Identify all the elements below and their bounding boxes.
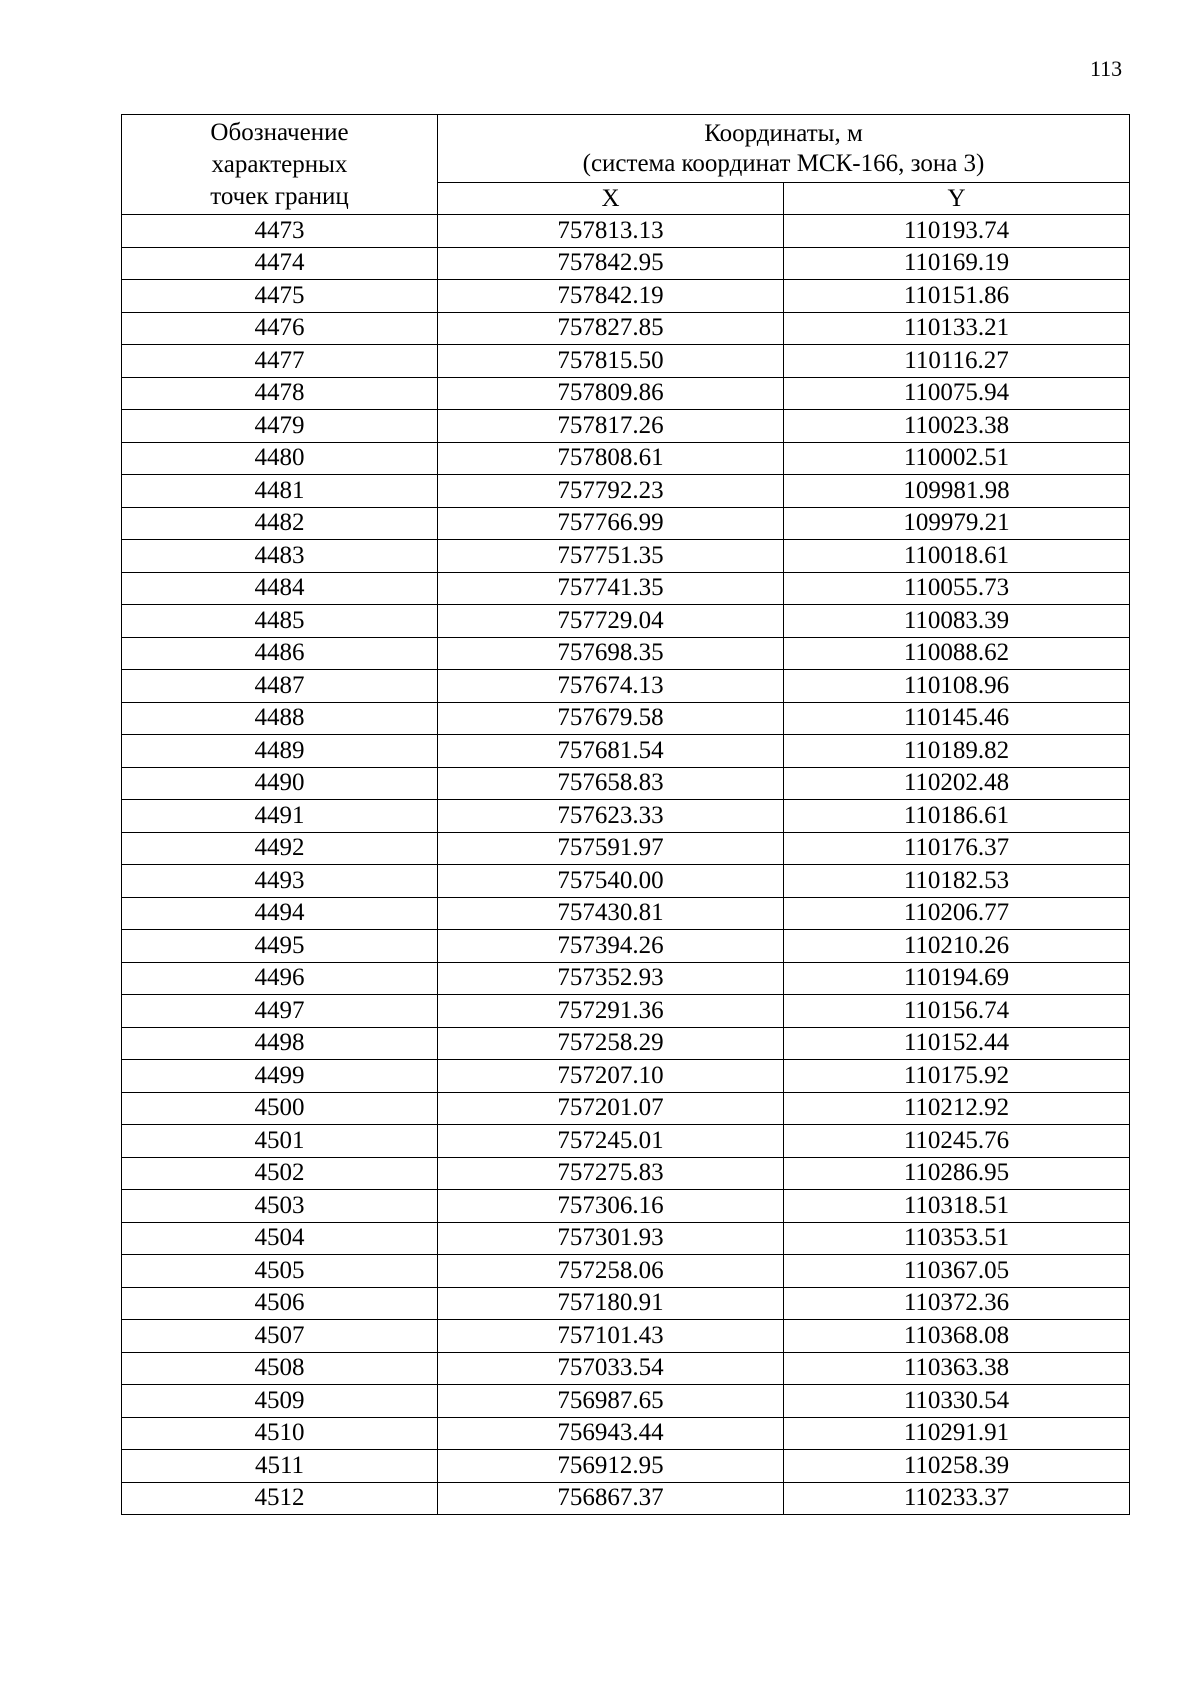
- point-cell: 4502: [122, 1157, 438, 1190]
- table-row: [122, 1255, 1130, 1288]
- table-body: [122, 215, 1130, 1515]
- y-cell: 110018.61: [784, 540, 1130, 573]
- point-cell: 4501: [122, 1125, 438, 1158]
- y-cell: 110372.36: [784, 1287, 1130, 1320]
- y-cell: 110182.53: [784, 865, 1130, 898]
- y-cell: 110176.37: [784, 832, 1130, 865]
- x-cell: 757394.26: [438, 930, 784, 963]
- table-row: [122, 832, 1130, 865]
- coordinates-table: [121, 114, 1130, 1515]
- x-cell: 757101.43: [438, 1320, 784, 1353]
- y-cell: 110169.19: [784, 247, 1130, 280]
- table-row: [122, 735, 1130, 768]
- y-cell: 110318.51: [784, 1190, 1130, 1223]
- point-cell: 4480: [122, 442, 438, 475]
- x-cell: 757817.26: [438, 410, 784, 443]
- x-cell: 757352.93: [438, 962, 784, 995]
- x-cell: 757842.95: [438, 247, 784, 280]
- point-cell: 4512: [122, 1482, 438, 1515]
- y-cell: 109979.21: [784, 507, 1130, 540]
- point-cell: 4476: [122, 312, 438, 345]
- table-row: [122, 442, 1130, 475]
- table-row: [122, 475, 1130, 508]
- table-row: [122, 1190, 1130, 1223]
- x-cell: 757681.54: [438, 735, 784, 768]
- table-row: [122, 1385, 1130, 1418]
- y-cell: 110202.48: [784, 767, 1130, 800]
- point-cell: 4477: [122, 345, 438, 378]
- point-cell: 4510: [122, 1417, 438, 1450]
- page-number: 113: [1090, 56, 1123, 81]
- x-cell: 757741.35: [438, 572, 784, 605]
- point-cell: 4479: [122, 410, 438, 443]
- coords-header-line-2: (система координат МСК-166, зона 3): [582, 149, 985, 177]
- point-header-line-1: Обозначение: [210, 118, 349, 146]
- y-cell: 110367.05: [784, 1255, 1130, 1288]
- table-row: [122, 1157, 1130, 1190]
- table-row: [122, 767, 1130, 800]
- point-cell: 4497: [122, 995, 438, 1028]
- x-cell: 757815.50: [438, 345, 784, 378]
- table-row: [122, 572, 1130, 605]
- table-row: [122, 377, 1130, 410]
- table-row: [122, 507, 1130, 540]
- y-cell: 110152.44: [784, 1027, 1130, 1060]
- table-row: [122, 637, 1130, 670]
- y-cell: 110330.54: [784, 1385, 1130, 1418]
- table-row: [122, 897, 1130, 930]
- table-row: [122, 962, 1130, 995]
- coordinates-header: [438, 115, 1130, 183]
- y-cell: 110088.62: [784, 637, 1130, 670]
- x-cell: 757291.36: [438, 995, 784, 1028]
- y-cell: 110175.92: [784, 1060, 1130, 1093]
- table-header: [122, 115, 1130, 215]
- point-cell: 4489: [122, 735, 438, 768]
- point-cell: 4508: [122, 1352, 438, 1385]
- y-cell: 110210.26: [784, 930, 1130, 963]
- point-cell: 4499: [122, 1060, 438, 1093]
- table-row: [122, 215, 1130, 248]
- y-cell: 110002.51: [784, 442, 1130, 475]
- x-cell: 757842.19: [438, 280, 784, 313]
- x-cell: 757808.61: [438, 442, 784, 475]
- table-row: [122, 410, 1130, 443]
- point-cell: 4490: [122, 767, 438, 800]
- x-cell: 757207.10: [438, 1060, 784, 1093]
- y-cell: 110353.51: [784, 1222, 1130, 1255]
- y-cell: 110286.95: [784, 1157, 1130, 1190]
- table-row: [122, 995, 1130, 1028]
- table-row: [122, 1287, 1130, 1320]
- point-cell: 4473: [122, 215, 438, 248]
- y-cell: 110212.92: [784, 1092, 1130, 1125]
- table-row: [122, 540, 1130, 573]
- table-row: [122, 670, 1130, 703]
- x-cell: 757180.91: [438, 1287, 784, 1320]
- x-cell: 757674.13: [438, 670, 784, 703]
- x-cell: 756987.65: [438, 1385, 784, 1418]
- x-cell: 757827.85: [438, 312, 784, 345]
- table-row: [122, 280, 1130, 313]
- table-row: [122, 1092, 1130, 1125]
- point-cell: 4481: [122, 475, 438, 508]
- table-row: [122, 702, 1130, 735]
- x-cell: 757033.54: [438, 1352, 784, 1385]
- point-cell: 4492: [122, 832, 438, 865]
- point-cell: 4482: [122, 507, 438, 540]
- x-cell: 757258.06: [438, 1255, 784, 1288]
- table-row: [122, 930, 1130, 963]
- y-cell: 110156.74: [784, 995, 1130, 1028]
- point-cell: 4496: [122, 962, 438, 995]
- point-cell: 4474: [122, 247, 438, 280]
- table-row: [122, 1222, 1130, 1255]
- point-cell: 4495: [122, 930, 438, 963]
- point-cell: 4494: [122, 897, 438, 930]
- point-cell: 4491: [122, 800, 438, 833]
- y-cell: 110291.91: [784, 1417, 1130, 1450]
- y-cell: 110083.39: [784, 605, 1130, 638]
- y-cell: 110108.96: [784, 670, 1130, 703]
- point-cell: 4475: [122, 280, 438, 313]
- point-cell: 4478: [122, 377, 438, 410]
- x-cell: 757623.33: [438, 800, 784, 833]
- x-cell: 757245.01: [438, 1125, 784, 1158]
- x-cell: 756867.37: [438, 1482, 784, 1515]
- point-header-line-3: точек границ: [210, 182, 349, 210]
- table-row: [122, 1482, 1130, 1515]
- y-cell: 109981.98: [784, 475, 1130, 508]
- point-cell: 4506: [122, 1287, 438, 1320]
- point-cell: 4504: [122, 1222, 438, 1255]
- table-row: [122, 345, 1130, 378]
- point-cell: 4484: [122, 572, 438, 605]
- y-cell: 110363.38: [784, 1352, 1130, 1385]
- y-cell: 110133.21: [784, 312, 1130, 345]
- y-cell: 110151.86: [784, 280, 1130, 313]
- point-cell: 4500: [122, 1092, 438, 1125]
- table-row: [122, 605, 1130, 638]
- y-cell: 110023.38: [784, 410, 1130, 443]
- y-cell: 110258.39: [784, 1450, 1130, 1483]
- y-cell: 110189.82: [784, 735, 1130, 768]
- point-cell: 4488: [122, 702, 438, 735]
- point-cell: 4511: [122, 1450, 438, 1483]
- x-cell: 757540.00: [438, 865, 784, 898]
- x-cell: 757766.99: [438, 507, 784, 540]
- x-cell: 757751.35: [438, 540, 784, 573]
- y-cell: 110145.46: [784, 702, 1130, 735]
- x-cell: 757658.83: [438, 767, 784, 800]
- table-row: [122, 865, 1130, 898]
- point-cell: 4503: [122, 1190, 438, 1223]
- table-row: [122, 1027, 1130, 1060]
- y-column-header: Y: [784, 183, 1130, 215]
- coords-header-line-1: Координаты, м: [704, 119, 863, 147]
- point-cell: 4486: [122, 637, 438, 670]
- x-cell: 757591.97: [438, 832, 784, 865]
- x-cell: 757306.16: [438, 1190, 784, 1223]
- y-cell: 110233.37: [784, 1482, 1130, 1515]
- x-cell: 757679.58: [438, 702, 784, 735]
- x-cell: 757201.07: [438, 1092, 784, 1125]
- x-cell: 757729.04: [438, 605, 784, 638]
- table-row: [122, 1352, 1130, 1385]
- y-cell: 110245.76: [784, 1125, 1130, 1158]
- table-row: [122, 1417, 1130, 1450]
- point-cell: 4485: [122, 605, 438, 638]
- y-cell: 110116.27: [784, 345, 1130, 378]
- point-cell: 4509: [122, 1385, 438, 1418]
- table-row: [122, 1060, 1130, 1093]
- y-cell: 110368.08: [784, 1320, 1130, 1353]
- x-cell: 757258.29: [438, 1027, 784, 1060]
- x-cell: 757430.81: [438, 897, 784, 930]
- point-cell: 4505: [122, 1255, 438, 1288]
- y-cell: 110206.77: [784, 897, 1130, 930]
- x-cell: 757275.83: [438, 1157, 784, 1190]
- table-row: [122, 1450, 1130, 1483]
- x-cell: 757813.13: [438, 215, 784, 248]
- x-cell: 757809.86: [438, 377, 784, 410]
- y-cell: 110055.73: [784, 572, 1130, 605]
- point-cell: 4498: [122, 1027, 438, 1060]
- y-cell: 110193.74: [784, 215, 1130, 248]
- table-row: [122, 1320, 1130, 1353]
- table-row: [122, 1125, 1130, 1158]
- header-row-top: [122, 115, 1130, 183]
- y-cell: 110075.94: [784, 377, 1130, 410]
- point-cell: 4487: [122, 670, 438, 703]
- table-row: [122, 312, 1130, 345]
- point-cell: 4507: [122, 1320, 438, 1353]
- point-cell: 4493: [122, 865, 438, 898]
- y-cell: 110186.61: [784, 800, 1130, 833]
- x-cell: 756912.95: [438, 1450, 784, 1483]
- x-cell: 757792.23: [438, 475, 784, 508]
- point-header-line-2: характерных: [211, 150, 348, 178]
- table-row: [122, 800, 1130, 833]
- x-column-header: X: [438, 183, 784, 215]
- x-cell: 756943.44: [438, 1417, 784, 1450]
- x-cell: 757698.35: [438, 637, 784, 670]
- point-designation-header: [122, 115, 438, 215]
- point-cell: 4483: [122, 540, 438, 573]
- y-cell: 110194.69: [784, 962, 1130, 995]
- x-cell: 757301.93: [438, 1222, 784, 1255]
- table-row: [122, 247, 1130, 280]
